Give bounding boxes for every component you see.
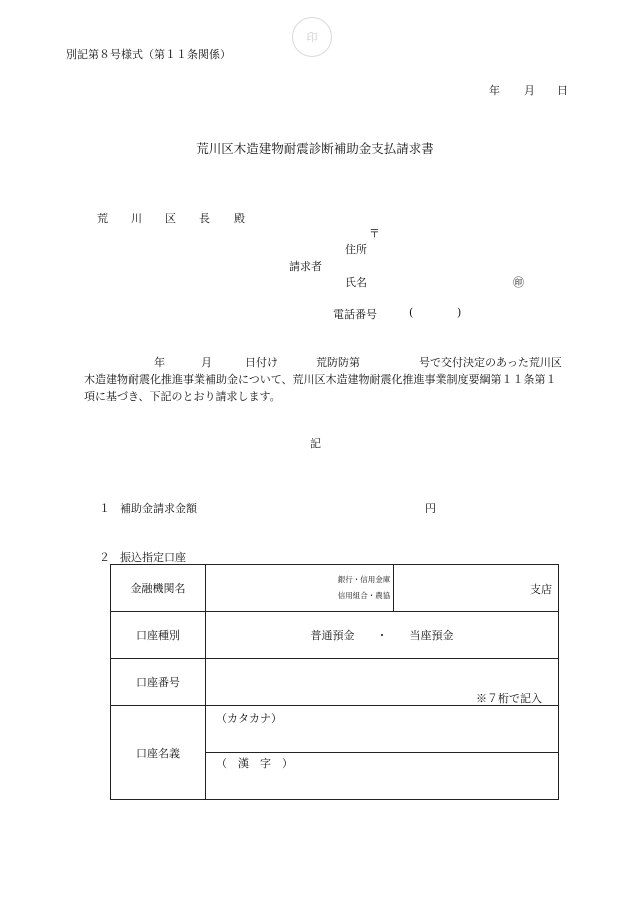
- addressee-char: 殿: [234, 212, 245, 225]
- bank-type-1: 銀行・信用金庫: [337, 575, 391, 584]
- katakana-label: （カタカナ）: [216, 712, 282, 725]
- addressee-char: 区: [165, 212, 176, 225]
- address-label: 住所: [345, 243, 367, 256]
- date-month: 月: [524, 84, 535, 97]
- account-table: [110, 564, 559, 800]
- addressee-char: 長: [199, 212, 210, 225]
- table-row: [111, 612, 559, 659]
- form-number: 別記第８号様式（第１１条関係）: [66, 48, 231, 61]
- account-number-cell[interactable]: [206, 659, 559, 706]
- amount-unit: 円: [425, 502, 436, 515]
- number-note: ※７桁で記入: [476, 692, 542, 705]
- item-number: １: [99, 502, 110, 515]
- body-doc-prefix: 荒防防第: [316, 356, 360, 369]
- katakana-cell[interactable]: [206, 706, 559, 753]
- kanji-cell[interactable]: [206, 753, 559, 800]
- name-seal-icon: ㊞: [513, 276, 524, 289]
- table-row: [111, 706, 559, 753]
- postal-mark: 〒: [369, 227, 380, 240]
- date-year: 年: [489, 84, 500, 97]
- item-label: 補助金請求金額: [120, 502, 197, 515]
- ki-heading: 記: [310, 437, 321, 450]
- applicant-label: 請求者: [289, 260, 322, 273]
- type-label: 口座種別: [111, 612, 206, 659]
- item-number: ２: [99, 551, 110, 564]
- bank-label: 金融機関名: [111, 565, 206, 612]
- body-line3: 項に基づき、下記のとおり請求します。: [84, 390, 281, 403]
- account-type-options[interactable]: 普通預金 ・ 当座預金: [310, 629, 454, 642]
- phone-label: 電話番号: [333, 308, 377, 321]
- type-options-cell[interactable]: [206, 612, 559, 659]
- table-row: [111, 659, 559, 706]
- page-title: 荒川区木造建物耐震診断補助金支払請求書: [196, 141, 434, 156]
- bank-type-2: 信用組合・農協: [337, 591, 391, 600]
- addressee-char: 川: [131, 212, 142, 225]
- body-line2: 木造建物耐震化推進事業補助金について、荒川区木造建物耐震化推進事業制度要綱第１１条第１: [84, 373, 557, 386]
- number-label: 口座番号: [111, 659, 206, 706]
- body-year: 年: [154, 356, 165, 369]
- body-month: 月: [201, 356, 212, 369]
- name-label: 氏名: [345, 276, 367, 289]
- phone-open: (: [409, 306, 414, 319]
- addressee-char: 荒: [97, 212, 108, 225]
- seal-stamp-icon: 印: [292, 17, 332, 57]
- holder-label: 口座名義: [111, 706, 206, 800]
- item-label: 振込指定口座: [120, 551, 186, 564]
- phone-close: ): [457, 306, 462, 319]
- body-day: 日付け: [245, 356, 278, 369]
- bank-name-entry[interactable]: [206, 565, 394, 611]
- table-row: [111, 565, 559, 612]
- body-line1-tail: 号で交付決定のあった荒川区: [419, 356, 562, 369]
- kanji-label: （ 漢 字 ）: [216, 757, 293, 770]
- branch-label: 支店: [530, 583, 552, 596]
- bank-name-cell[interactable]: [206, 565, 559, 612]
- date-day: 日: [557, 84, 568, 97]
